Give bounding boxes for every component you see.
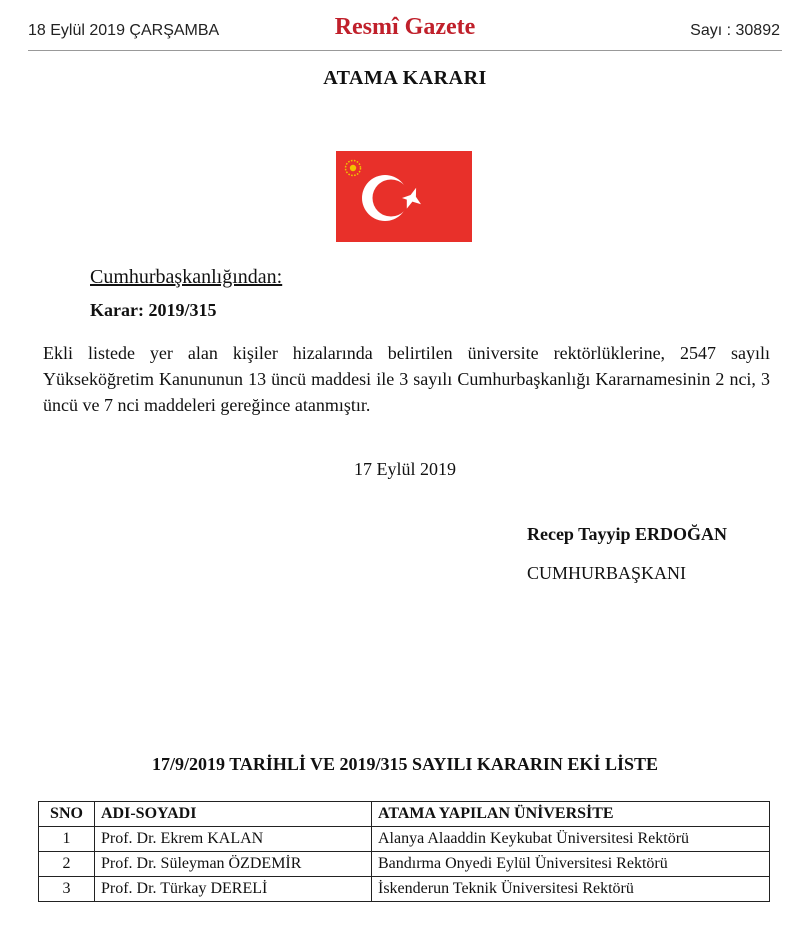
decision-body: Ekli listede yer alan kişiler hizalarında belirtilen üniversite rektörlüklerine, 2547 sayılı Yükseköğretim Kanununun 13 üncü maddesi ile 3 sayılı Cumhurbaşkanlığı Kararnamesinin 2 nci, 3 üncü ve 7 nci maddeleri gereğince atanmıştır.	[43, 343, 770, 415]
appointee-name: Prof. Dr. Türkay DERELİ	[95, 877, 372, 902]
column-header-university: ATAMA YAPILAN ÜNİVERSİTE	[372, 802, 770, 827]
document-title: ATAMA KARARI	[323, 67, 487, 89]
decision-label: Karar:	[90, 300, 144, 320]
table-header-row	[39, 802, 770, 827]
presidential-flag-icon	[336, 151, 472, 242]
appointed-university: Alanya Alaaddin Keykubat Üniversitesi Rektörü	[372, 827, 770, 852]
column-header-sno: SNO	[39, 802, 95, 827]
appointed-university: Bandırma Onyedi Eylül Üniversitesi Rektörü	[372, 852, 770, 877]
issue-number: Sayı : 30892	[690, 22, 780, 39]
signing-date: 17 Eylül 2019	[354, 459, 456, 479]
signer-title: CUMHURBAŞKANI	[527, 563, 687, 583]
issuing-authority: Cumhurbaşkanlığından:	[90, 266, 283, 288]
appointment-table	[38, 801, 770, 902]
decision-number-line	[90, 300, 217, 321]
decision-number: 2019/315	[148, 300, 217, 320]
signer-name: Recep Tayyip ERDOĞAN	[526, 524, 727, 544]
header-divider	[28, 50, 782, 51]
row-number: 2	[39, 852, 95, 877]
table-row	[39, 852, 770, 877]
row-number: 1	[39, 827, 95, 852]
column-header-name: ADI-SOYADI	[95, 802, 372, 827]
publication-title: Resmî Gazete	[334, 14, 476, 40]
gazette-header	[0, 0, 810, 52]
appointed-university: İskenderun Teknik Üniversitesi Rektörü	[372, 877, 770, 902]
appointee-name: Prof. Dr. Süleyman ÖZDEMİR	[95, 852, 372, 877]
annex-list-title: 17/9/2019 TARİHLİ VE 2019/315 SAYILI KARARIN EKİ LİSTE	[152, 754, 658, 774]
table-row	[39, 827, 770, 852]
appointee-name: Prof. Dr. Ekrem KALAN	[95, 827, 372, 852]
row-number: 3	[39, 877, 95, 902]
table-row	[39, 877, 770, 902]
issue-date: 18 Eylül 2019 ÇARŞAMBA	[28, 22, 220, 39]
